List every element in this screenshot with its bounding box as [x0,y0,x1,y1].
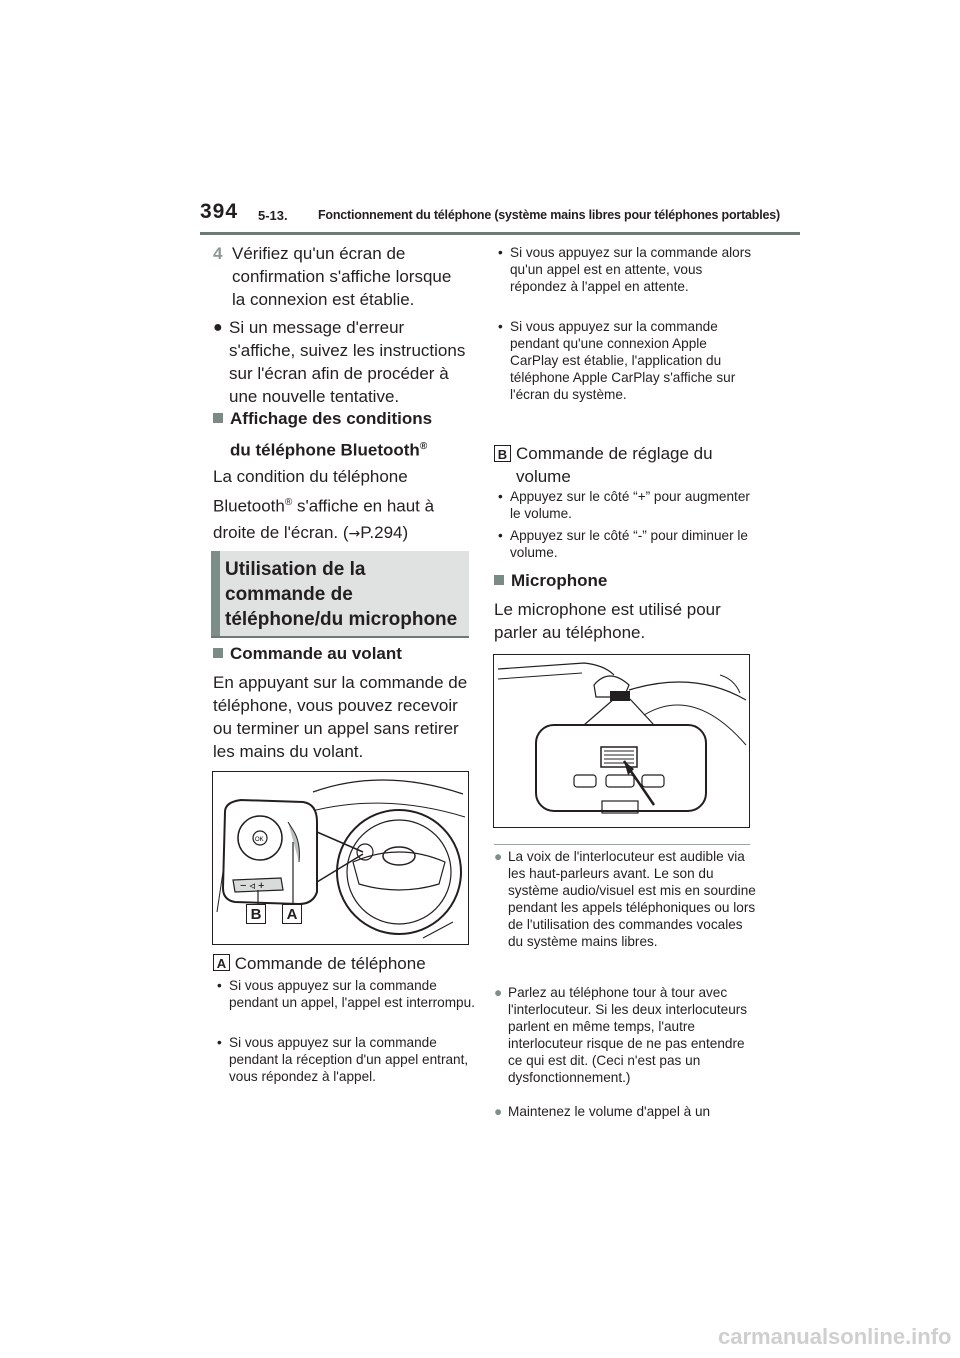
notes-divider [494,844,750,845]
section-number: 5-13. [258,208,288,223]
bt-heading: Affichage des conditions du téléphone Bluetooth® [213,407,473,463]
cmd-a-heading: A Commande de téléphone [213,952,473,975]
note-2: ● Parlez au téléphone tour à tour avec l'interlocuteur. Si les deux interlocuteurs parlent en même temps, l'autre interlocuteur risque de ne pas entendre ce qui est dit. (Ceci n'est pas un dysfonctionnement.) [494,985,748,1085]
cmd-a-bullet-2: • Si vous appuyez sur la commande pendant la réception d'un appel entrant, vous répondez à l'appel. [217,1035,469,1084]
mic-text: Le microphone est utilisé pour parler au téléphone. [494,600,721,642]
steering-wheel-illustration [212,771,469,945]
label-a-marker: A [282,904,302,924]
section-title: Fonctionnement du téléphone (système mains libres pour téléphones portables) [318,208,780,222]
bullet-dot-icon: ● [213,319,223,336]
header-rule [200,232,800,235]
svg-text:− ◃ +: − ◃ + [240,880,265,892]
arrow-icon: → [348,525,361,542]
square-bullet-icon [213,413,223,423]
cmd-a-bullet-3: • Si vous appuyez sur la commande alors qu'un appel est en attente, vous répondez à l'appel en attente. [498,245,752,294]
steering-text: En appuyant sur la commande de téléphone, vous pouvez recevoir ou terminer un appel sans retirer les mains du volant. [213,673,468,761]
page-ref-link[interactable]: P.294) [360,522,409,542]
error-bullet-text: Si un message d'erreur s'affiche, suivez les instructions sur l'écran afin de procéder à une nouvelle tentative. [229,318,466,406]
label-b-marker: B [246,904,266,924]
cmd-b-bullet-1: • Appuyez sur le côté “+” pour augmenter le volume. [498,489,750,521]
cmd-a-bullet-4: • Si vous appuyez sur la commande pendant qu'une connexion Apple CarPlay est établie, l'application du téléphone Apple CarPlay s'affiche sur l'écran du système. [498,319,736,402]
square-bullet-icon [494,575,504,585]
watermark: carmanualsonline.info [718,1324,952,1349]
section-box-title: Utilisation de la commande de téléphone/du microphone [225,559,458,630]
note-bullet-icon: ● [494,985,503,1000]
section-box-bar [211,551,220,637]
cmd-b-bullet-2: • Appuyez sur le côté “-” pour diminuer le volume. [498,528,748,560]
note-bullet-icon: ● [494,849,503,864]
steering-heading: Commande au volant [213,642,402,666]
page-number: 394 [200,200,239,223]
note-1: ● La voix de l'interlocuteur est audible via les haut-parleurs avant. Le son du système audio/visuel est mis en sourdine pendant les appels téléphoniques ou lors de l'utilisation des commandes vocales du système mains libres. [494,849,756,949]
section-box-rule [211,636,469,638]
square-bullet-icon [213,648,223,658]
cmd-a-bullet-1: • Si vous appuyez sur la commande pendant un appel, l'appel est interrompu. [217,978,475,1010]
microphone-drawing [494,655,748,826]
label-b-box: B [494,445,511,462]
microphone-illustration [493,654,750,828]
step-number: 4 [213,244,223,263]
note-3: ● Maintenez le volume d'appel à un [494,1104,711,1119]
label-a-box: A [213,954,230,971]
mic-heading: Microphone [494,569,607,593]
step-text: Vérifiez qu'un écran de confirmation s'affiche lorsque la connexion est établie. [232,244,452,309]
error-bullet [213,316,471,408]
step-4 [213,242,468,311]
cmd-b-heading: B Commande de réglage du volume [494,442,756,488]
bt-paragraph: La condition du téléphone Bluetooth® s'affiche en haut à droite de l'écran. (→P.294) [213,467,435,542]
note-bullet-icon: ● [494,1104,503,1119]
svg-text:OK: OK [255,837,264,843]
